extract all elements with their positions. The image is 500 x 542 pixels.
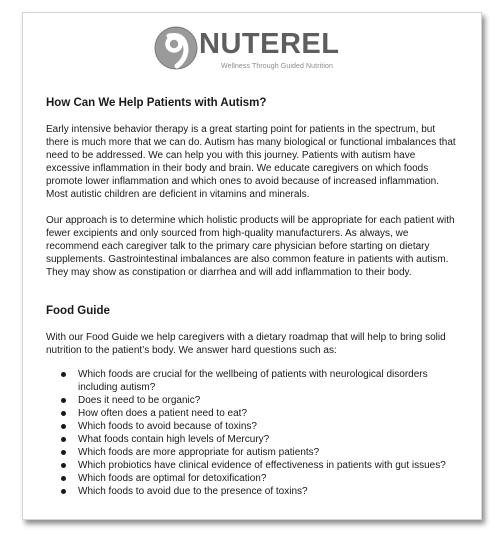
list-item: Which foods are more appropriate for autism patients? [78, 446, 458, 459]
food-guide-intro: With our Food Guide we help caregivers with a dietary roadmap that will help to bring solid nutrition to the patient’s body. We answer hard questions such as: [46, 332, 446, 356]
list-item: Does it need to be organic? [78, 394, 458, 407]
document-body [46, 96, 458, 498]
autism-heading: How Can We Help Patients with Autism? [46, 97, 267, 109]
list-item: Which foods are optimal for detoxification? [78, 472, 458, 485]
list-item: Which foods to avoid due to the presence of toxins? [78, 485, 458, 498]
list-item: What foods contain high levels of Mercury? [78, 433, 458, 446]
document-page [22, 12, 482, 520]
logo-tagline: Wellness Through Guided Nutrition [221, 63, 333, 70]
list-item: Which foods are crucial for the wellbeing of patients with neurological disorders including autism? [78, 368, 458, 394]
logo-wordmark: NUTEREL [199, 28, 340, 60]
nuterel-logo-icon [153, 25, 199, 71]
list-item: How often does a patient need to eat? [78, 407, 458, 420]
list-item: Which foods to avoid because of toxins? [78, 420, 458, 433]
list-item: Which probiotics have clinical evidence of effectiveness in patients with gut issues? [78, 459, 458, 472]
food-guide-heading: Food Guide [46, 305, 110, 317]
nuterel-logo [153, 25, 353, 77]
autism-paragraph-2: Our approach is to determine which holistic products will be appropriate for each patient with fewer excipients and only sourced from high-quality manufacturers. As always, we recommend each caregiver talk to the primary care physician before starting on dietary supplements. Gastrointestinal imbalances are also common feature in patients with autism. They may show as constipation or diarrhea and will add inflammation to their body. [46, 215, 455, 278]
food-guide-question-list [46, 368, 458, 498]
autism-paragraph-1: Early intensive behavior therapy is a great starting point for patients in the spectrum, but there is much more that we can do. Autism has many biological or functional imbalances that need to be addressed. We can help you with this journey. Patients with autism have excessive inflammation in their body and brain. We educate caregivers on which foods promote lower inflammation and which ones to avoid because of increased inflammation. Most autistic children are deficient in vitamins and minerals. [46, 124, 456, 200]
